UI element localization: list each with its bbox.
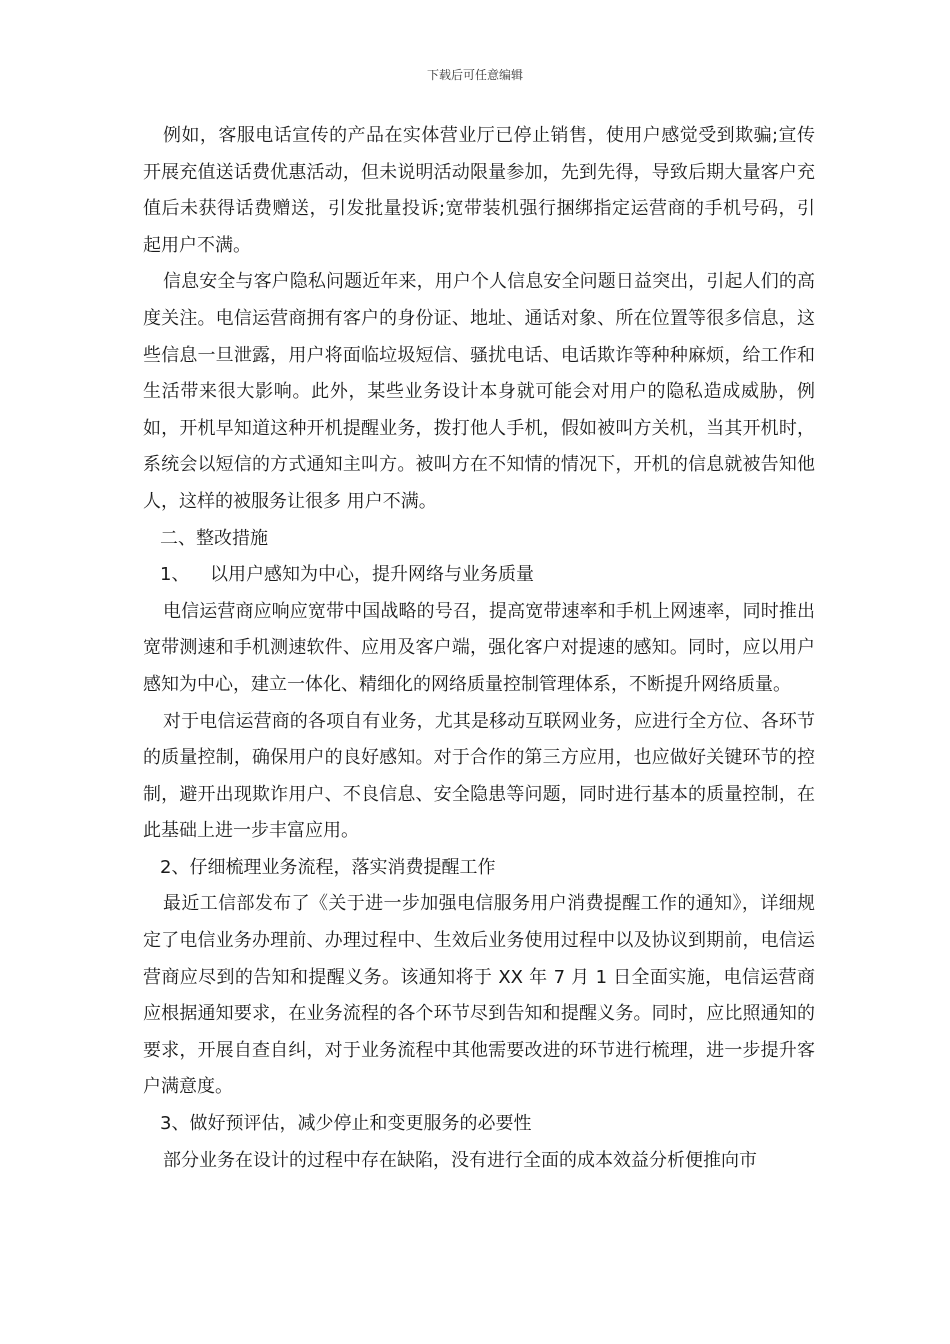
document-body bbox=[143, 118, 815, 1179]
section-heading-measures: 二、整改措施 bbox=[160, 527, 268, 549]
paragraph-pre-evaluation: 部分业务在设计的过程中存在缺陷，没有进行全面的成本效益分析便推向市 bbox=[163, 1149, 757, 1171]
subheading-2: 2、仔细梳理业务流程，落实消费提醒工作 bbox=[160, 856, 496, 878]
subheading-3: 3、做好预评估，减少停止和变更服务的必要性 bbox=[160, 1113, 532, 1135]
page-header: 下载后可任意编辑 bbox=[426, 68, 523, 82]
subheading-1-text: 以用户感知为中心，提升网络与业务质量 bbox=[210, 564, 534, 586]
paragraph-service-quality: 对于电信运营商的各项自有业务，尤其是移动互联网业务，应进行全方位、各环节的质量控制，确保用户的良好感知。对于合作的第三方应用，也应做好关键环节的控制，避开出现欺诈用户、不良信息、安全隐患等问题，同时进行基本的质量控制，在此基础上进一步丰富应用。 bbox=[143, 710, 815, 842]
paragraph-network-quality: 电信运营商应响应宽带中国战略的号召，提高宽带速率和手机上网速率，同时推出宽带测速和手机测速软件、应用及客户端，强化客户对提速的感知。同时，应以用户感知为中心，建立一体化、精细化的网络质量控制管理体系，不断提升网络质量。 bbox=[143, 600, 815, 695]
paragraph-consumption-reminder: 最近工信部发布了《关于进一步加强电信服务用户消费提醒工作的通知》，详细规定了电信业务办理前、办理过程中、生效后业务使用过程中以及协议到期前，电信运营商应尽到的告知和提醒义务。该通知将于 XX 年 7 月 1 日全面实施，电信运营商应根据通知要求，在业务流程的各个环节尽到告知和提醒义务。同时，应比照通知的要求，开展自查自纠，对于业务流程中其他需要改进的环节进行梳理，进一步提升客户满意度。 bbox=[143, 893, 815, 1098]
subheading-1-number: 1、 bbox=[160, 564, 190, 586]
subheading-1 bbox=[143, 557, 815, 594]
paragraph-misleading-promotion: 例如，客服电话宣传的产品在实体营业厅已停止销售，使用户感觉受到欺骗;宣传开展充值送话费优惠活动，但未说明活动限量参加，先到先得，导致后期大量客户充值后未获得话费赠送，引发批量投诉;宽带装机强行捆绑指定运营商的手机号码，引起用户不满。 bbox=[143, 125, 815, 256]
paragraph-privacy: 信息安全与客户隐私问题近年来，用户个人信息安全问题日益突出，引起人们的高度关注。电信运营商拥有客户的身份证、地址、通话对象、所在位置等很多信息，这些信息一旦泄露，用户将面临垃圾短信、骚扰电话、电话欺诈等种种麻烦，给工作和生活带来很大影响。此外，某些业务设计本身就可能会对用户的隐私造成威胁，例如，开机早知道这种开机提醒业务，拨打他人手机，假如被叫方关机，当其开机时，系统会以短信的方式通知主叫方。被叫方在不知情的情况下，开机的信息就被告知他人，这样的被服务让很多 用户不满。 bbox=[143, 271, 815, 512]
